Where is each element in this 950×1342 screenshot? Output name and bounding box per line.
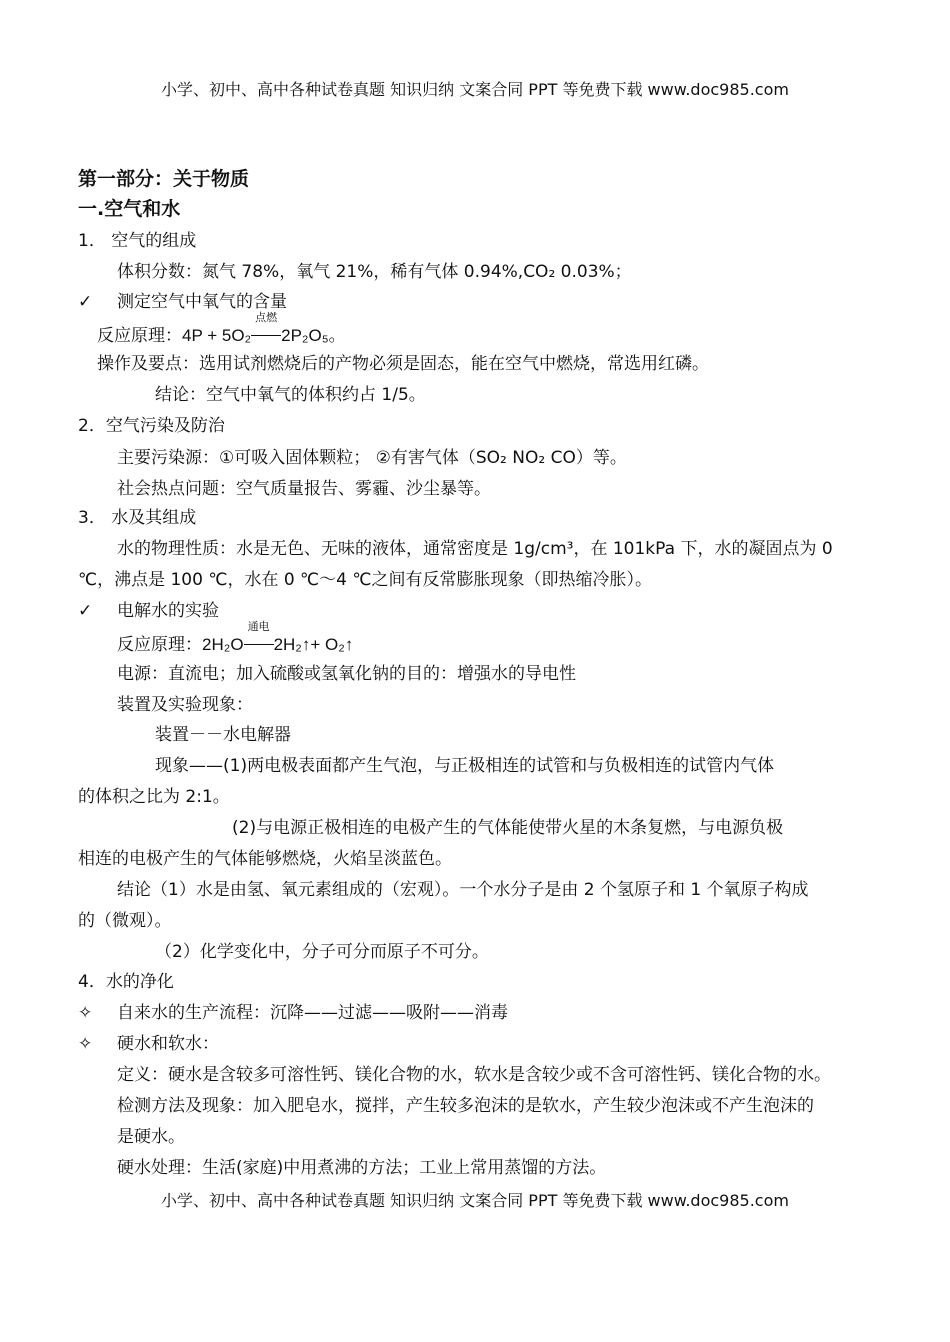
reactants: 4P + 5O₂ bbox=[182, 326, 252, 345]
s3-conclusion-2: （2）化学变化中，分子可分而原子不可分。 bbox=[155, 942, 489, 962]
s1-title: 1． 空气的组成 bbox=[78, 231, 197, 251]
page-footer: 小学、初中、高中各种试卷真题 知识归纳 文案合同 PPT 等免费下载 www.doc985.com bbox=[161, 1191, 789, 1210]
reaction-condition bbox=[244, 621, 274, 657]
products: 2P₂O₅。 bbox=[281, 326, 346, 345]
s1-reaction-principle bbox=[97, 312, 346, 348]
principle-label: 反应原理： bbox=[117, 635, 202, 654]
s4-treatment: 硬水处理：生活(家庭)中用煮沸的方法；工业上常用蒸馏的方法。 bbox=[117, 1158, 607, 1178]
reaction-condition bbox=[251, 312, 281, 348]
s3-conclusion-1: 结论（1）水是由氢、氧元素组成的（宏观）。一个水分子是由 2 个氢原子和 1 个氧原子构成 bbox=[117, 880, 809, 900]
s4-hard-soft-title: 硬水和软水： bbox=[117, 1034, 219, 1054]
s4-detection-cont: 是硬水。 bbox=[117, 1127, 185, 1147]
s2-title: 2．空气污染及防治 bbox=[78, 416, 225, 436]
s2-pollution-sources: 主要污染源：①可吸入固体颗粒； ②有害气体（SO₂ NO₂ CO）等。 bbox=[117, 448, 627, 468]
s1-measure-title: 测定空气中氧气的含量 bbox=[117, 292, 287, 312]
s3-physical-properties-cont: ℃，沸点是 100 ℃，水在 0 ℃～4 ℃之间有反常膨胀现象（即热缩冷胀）。 bbox=[78, 570, 652, 590]
s3-reaction-principle bbox=[117, 621, 354, 657]
s3-phenomenon-2: (2)与电源正极相连的电极产生的气体能使带火星的木条复燃，与电源负极 bbox=[232, 818, 784, 838]
condition-text: 通电 bbox=[247, 621, 270, 633]
s4-tap-water-process: 自来水的生产流程：沉降——过滤——吸附——消毒 bbox=[117, 1003, 508, 1023]
s4-definition: 定义：硬水是含较多可溶性钙、镁化合物的水，软水是含较少或不含可溶性钙、镁化合物的水。 bbox=[117, 1065, 831, 1085]
condition-text: 点燃 bbox=[255, 312, 278, 324]
check-icon: ✓ bbox=[78, 601, 93, 621]
s3-device: 装置－－水电解器 bbox=[155, 725, 291, 745]
s3-phenomenon-1-cont: 的体积之比为 2:1。 bbox=[78, 787, 230, 807]
s3-title: 3． 水及其组成 bbox=[78, 508, 197, 528]
s4-detection: 检测方法及现象：加入肥皂水，搅拌，产生较多泡沫的是软水，产生较少泡沫或不产生泡沫的 bbox=[117, 1096, 814, 1116]
diamond-bullet-icon: ✧ bbox=[78, 1034, 93, 1054]
reactants: 2H₂O bbox=[202, 635, 244, 654]
s3-setup-title: 装置及实验现象： bbox=[117, 695, 253, 715]
products: 2H₂↑+ O₂↑ bbox=[273, 635, 354, 654]
s3-power: 电源：直流电；加入硫酸或氢氧化钠的目的：增强水的导电性 bbox=[117, 664, 576, 684]
part-title: 第一部分：关于物质 bbox=[78, 168, 250, 190]
page-header: 小学、初中、高中各种试卷真题 知识归纳 文案合同 PPT 等免费下载 www.doc985.com bbox=[161, 80, 789, 99]
s1-conclusion: 结论：空气中氧气的体积约占 1/5。 bbox=[155, 385, 426, 405]
s3-phenomenon-1: 现象——(1)两电极表面都产生气泡，与正极相连的试管和与负极相连的试管内气体 bbox=[155, 756, 775, 776]
diamond-bullet-icon: ✧ bbox=[78, 1003, 93, 1023]
s1-operation: 操作及要点：选用试剂燃烧后的产物必须是固态，能在空气中燃烧，常选用红磷。 bbox=[97, 354, 709, 374]
principle-label: 反应原理： bbox=[97, 326, 182, 345]
s1-volume-fraction: 体积分数：氮气 78%，氧气 21%，稀有气体 0.94%,CO₂ 0.03%； bbox=[117, 262, 632, 282]
s3-physical-properties: 水的物理性质：水是无色、无味的液体，通常密度是 1g/cm³，在 101kPa 下，水的凝固点为 0 bbox=[117, 539, 833, 559]
check-icon: ✓ bbox=[78, 292, 93, 312]
s2-hot-issues: 社会热点问题：空气质量报告、雾霾、沙尘暴等。 bbox=[117, 479, 491, 499]
s3-phenomenon-2-cont: 相连的电极产生的气体能够燃烧，火焰呈淡蓝色。 bbox=[78, 849, 452, 869]
s3-electrolysis-title: 电解水的实验 bbox=[117, 601, 219, 621]
s4-title: 4．水的净化 bbox=[78, 972, 174, 992]
section-title: 一.空气和水 bbox=[78, 198, 181, 220]
s3-conclusion-1-cont: 的（微观）。 bbox=[78, 911, 172, 931]
